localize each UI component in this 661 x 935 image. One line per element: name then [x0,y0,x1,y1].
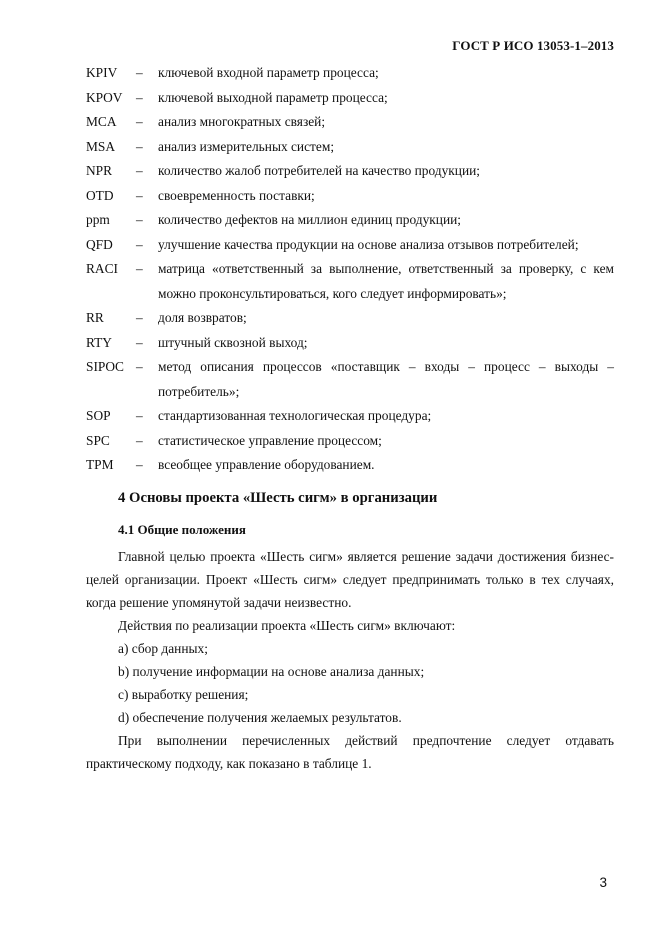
abbreviation-term: QFD [86,236,113,252]
abbreviation-dash: – [136,334,143,350]
abbreviation-term: SIPOC [86,359,124,374]
list-item: b) получение информации на основе анализа данных; [118,664,425,679]
abbreviation-term: TPM [86,457,114,472]
abbreviation-dash: – [136,457,143,472]
abbreviation-definition: статистическое управление процессом; [158,432,382,448]
abbreviation-term: SPC [86,432,110,448]
list-item: d) обеспечение получения желаемых результатов. [118,710,402,725]
abbreviation-term: MCA [86,114,117,129]
abbreviation-row [86,184,614,209]
body-paragraph: При выполнении перечисленных действий предпочтение следует отдавать практическому подходу, как показано в таблице 1. [86,733,614,771]
abbreviation-row [86,257,614,306]
abbreviation-row [86,86,614,111]
abbreviation-definition: своевременность поставки; [158,187,315,203]
abbreviation-dash: – [136,432,143,448]
abbreviation-term: RTY [86,334,112,350]
abbreviation-definition: матрица «ответственный за выполнение, ответственный за проверку, с кем можно проконсультироваться, кого следует информировать»; [158,261,614,301]
abbreviation-dash: – [136,65,143,80]
abbreviation-term: KPIV [86,65,118,80]
abbreviation-definition: стандартизованная технологическая процедура; [158,408,432,423]
abbreviation-row [86,306,614,331]
abbreviation-definition: количество жалоб потребителей на качество продукции; [158,163,481,178]
abbreviation-dash: – [136,138,143,154]
abbreviation-term: NPR [86,163,113,178]
abbreviation-dash: – [136,408,143,423]
list-item: a) сбор данных; [118,641,208,656]
abbreviation-definition: доля возвратов; [158,310,247,325]
page-number: 3 [599,875,607,890]
abbreviation-definition: количество дефектов на миллион единиц продукции; [158,212,462,227]
abbreviation-row [86,135,614,160]
abbreviation-dash: – [136,212,143,227]
abbreviation-dash: – [136,163,143,178]
section-body [86,545,614,775]
abbreviation-term: ppm [86,212,110,227]
abbreviation-term: MSA [86,138,116,154]
document-header: ГОСТ Р ИСО 13053-1–2013 [452,38,614,53]
abbreviation-row [86,110,614,135]
abbreviation-term: OTD [86,187,114,203]
abbreviation-dash: – [136,359,143,374]
abbreviation-dash: – [136,89,143,105]
abbreviation-row [86,355,614,404]
abbreviation-row [86,61,614,86]
abbreviation-list [86,61,614,478]
abbreviation-definition: всеобщее управление оборудованием. [158,457,375,472]
abbreviation-term: RR [86,310,104,325]
abbreviation-term: RACI [86,261,118,276]
abbreviation-row [86,208,614,233]
subsection-title: 4.1 Общие положения [118,522,246,537]
abbreviation-dash: – [136,114,143,129]
section-title: 4 Основы проекта «Шесть сигм» в организации [118,490,438,506]
abbreviation-row [86,453,614,478]
abbreviation-definition: анализ измерительных систем; [158,138,335,154]
abbreviation-definition: ключевой входной параметр процесса; [158,65,379,80]
abbreviation-row [86,429,614,454]
body-paragraph: Действия по реализации проекта «Шесть сигм» включают: [118,618,456,633]
abbreviation-dash: – [136,261,143,276]
abbreviation-dash: – [136,236,143,252]
abbreviation-row [86,233,614,258]
abbreviation-row [86,159,614,184]
list-item: c) выработку решения; [118,687,249,702]
abbreviation-dash: – [136,310,143,325]
body-paragraph: Главной целью проекта «Шесть сигм» является решение задачи достижения бизнес-целей организации. Проект «Шесть сигм» следует предпринимать только в тех случаях, когда решение упомянутой задачи неизвестно. [86,549,614,610]
abbreviation-definition: анализ многократных связей; [158,114,326,129]
abbreviation-term: KPOV [86,89,123,105]
abbreviation-term: SOP [86,408,111,423]
abbreviation-row [86,331,614,356]
abbreviation-definition: ключевой выходной параметр процесса; [158,89,388,105]
abbreviation-definition: штучный сквозной выход; [158,334,308,350]
abbreviation-definition: метод описания процессов «поставщик – входы – процесс – выходы – потребитель»; [158,359,614,399]
abbreviation-dash: – [136,187,143,203]
abbreviation-row [86,404,614,429]
abbreviation-definition: улучшение качества продукции на основе анализа отзывов потребителей; [158,236,579,252]
